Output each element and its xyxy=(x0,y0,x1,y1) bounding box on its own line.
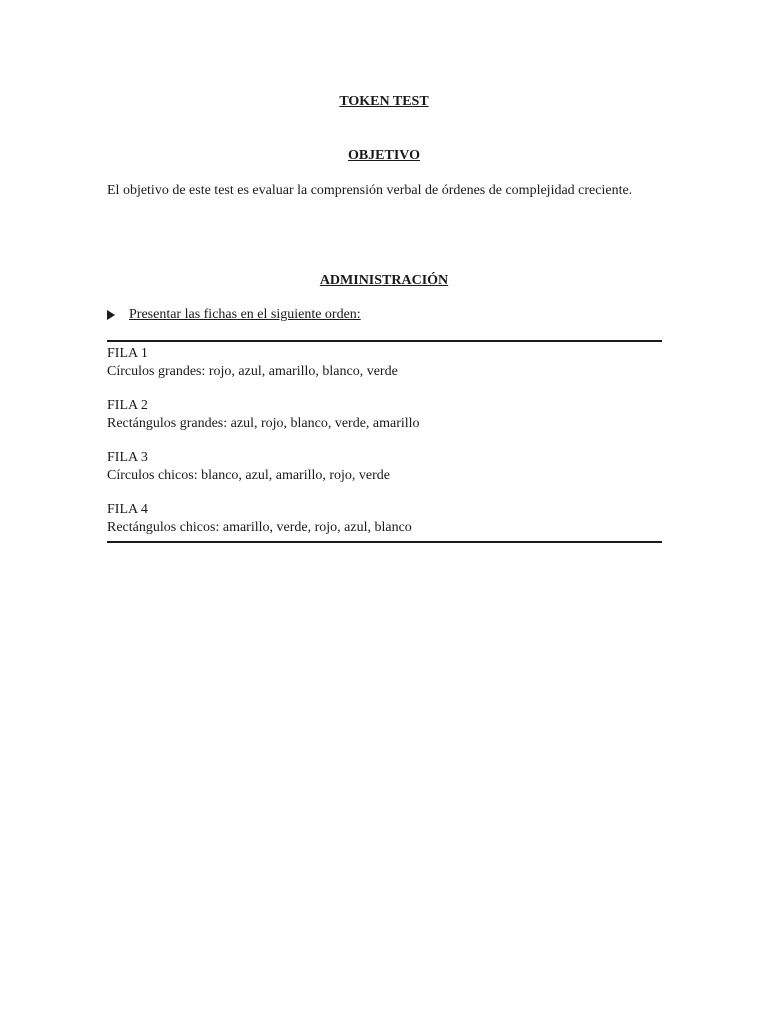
row-title: FILA 4 xyxy=(107,502,148,517)
row-fila-1 xyxy=(107,345,662,381)
objetivo-text: El objetivo de este test es evaluar la comprensión verbal de órdenes de complejidad creciente. xyxy=(107,183,633,198)
row-text: Rectángulos grandes: azul, rojo, blanco, verde, amarillo xyxy=(107,416,420,431)
bottom-rule xyxy=(107,541,662,543)
row-fila-2 xyxy=(107,397,662,433)
row-title: FILA 1 xyxy=(107,346,148,361)
objetivo-heading: OBJETIVO xyxy=(347,148,421,163)
top-rule xyxy=(107,340,662,342)
bullet-item xyxy=(107,305,361,324)
bullet-text: Presentar las fichas en el siguiente orden: xyxy=(129,307,361,322)
row-text: Círculos grandes: rojo, azul, amarillo, blanco, verde xyxy=(107,364,398,379)
row-fila-4 xyxy=(107,501,662,537)
row-title: FILA 2 xyxy=(107,398,148,413)
row-text: Círculos chicos: blanco, azul, amarillo, rojo, verde xyxy=(107,468,391,483)
row-text: Rectángulos chicos: amarillo, verde, rojo, azul, blanco xyxy=(107,520,412,535)
row-title: FILA 3 xyxy=(107,450,148,465)
administracion-heading: ADMINISTRACIÓN xyxy=(319,273,449,288)
document-title: TOKEN TEST xyxy=(339,94,429,109)
arrow-bullet-icon xyxy=(107,310,115,320)
row-fila-3 xyxy=(107,449,662,485)
rows-table xyxy=(107,345,662,537)
